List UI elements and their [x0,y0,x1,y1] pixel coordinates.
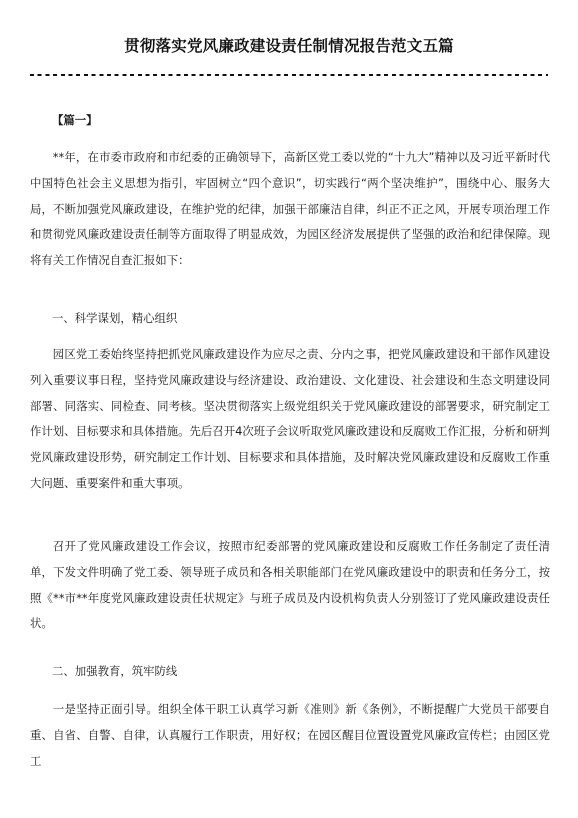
document-title: 贯彻落实党风廉政建设责任制情况报告范文五篇 [124,37,454,55]
paragraph-intro: **年，在市委市政府和市纪委的正确领导下，高新区党工委以党的“十九大”精神以及习近平新时代中国特色社会主义思想为指引，牢固树立“四个意识”，切实践行“两个坚决维护”，围绕中心、服务大局，不断加强党风廉政建设，在维护党的纪律，加强干部廉洁自律，纠正不正之风，开展专项治理工作和贯彻党风廉政建设责任制等方面取得了明显成效，为园区经济发展提供了坚强的政治和纪律保障。现将有关工作情况自查汇报如下： [30,150,550,268]
heading-one: 一、科学谋划，精心组织 [52,311,178,325]
paragraph-two: 园区党工委始终坚持把抓党风廉政建设作为应尽之责、分内之事，把党风廉政建设和干部作风建设列入重要议事日程，坚持党风廉政建设与经济建设、政治建设、文化建设、社会建设和生态文明建设同部署、同落实、同检查、同考核。坚决贯彻落实上级党组织关于党风廉政建设的部署要求，研究制定工作计划、目标要求和具体措施。先后召开4次班子会议听取党风廉政建设和反腐败工作汇报，分析和研判党风廉政建设形势，研究制定工作计划、目标要求和具体措施，及时解决党风廉政建设和反腐败工作重大问题、重要案件和重大事项。 [30,347,550,490]
heading-two: 二、加强教育，筑牢防线 [52,664,178,678]
section-tag: 【篇一】 [52,113,98,127]
paragraph-three: 召开了党风廉政建设工作会议，按照市纪委部署的党风廉政建设和反腐败工作任务制定了责任清单，下发文件明确了党工委、领导班子成员和各相关职能部门在党风廉政建设中的职责和任务分工，按照《**市**年度党风廉政建设责任状规定》与班子成员及内设机构负责人分别签订了党风廉政建设责任状。 [30,539,550,631]
dashed-divider [30,74,548,76]
paragraph-four: 一是坚持正面引导。组织全体干职工认真学习新《准则》新《条例》，不断提醒广大党员干部要自重、自省、自警、自律，认真履行工作职责，用好权；在园区醒目位置设置党风廉政宣传栏；由园区党工 [30,702,550,768]
